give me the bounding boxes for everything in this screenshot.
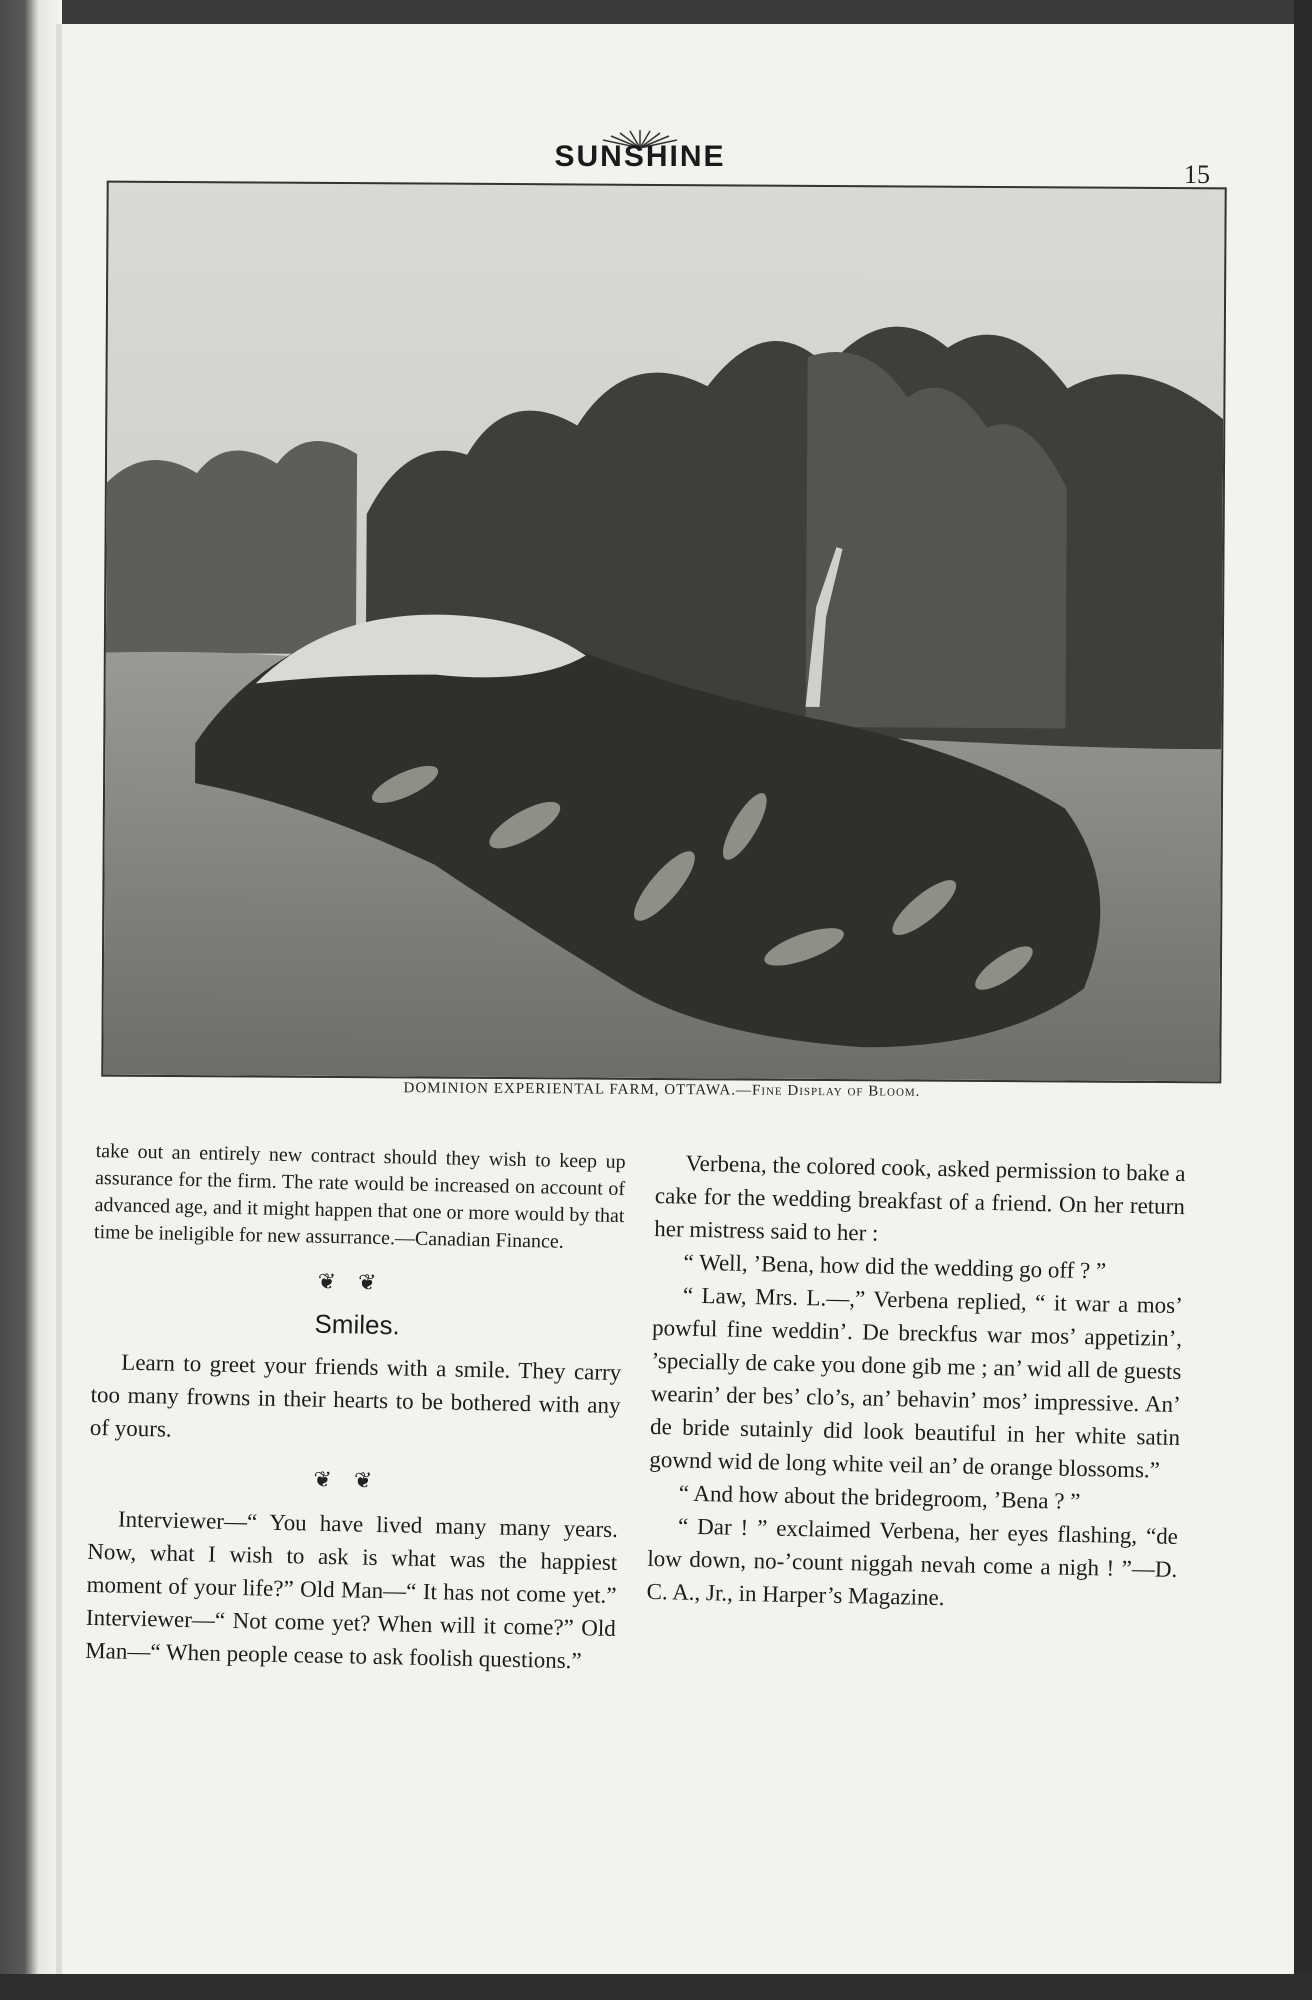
left-column bbox=[85, 1138, 626, 1678]
smiles-heading: Smiles. bbox=[314, 1308, 401, 1341]
masthead bbox=[505, 130, 775, 180]
ornament-divider: ❦❦ bbox=[313, 1466, 395, 1494]
garden-photo-icon bbox=[103, 183, 1224, 1082]
smiles-paragraph: Learn to greet your friends with a smile. They carry too many frowns in their hearts to be bothered with any of yours. bbox=[89, 1349, 622, 1442]
page-binding bbox=[0, 0, 62, 2000]
page-number: 15 bbox=[1184, 160, 1210, 189]
garden-photo bbox=[101, 181, 1226, 1084]
verbena-paragraph-4: “ And how about the bridegroom, ’Bena ? ” bbox=[678, 1480, 1081, 1514]
scan-edge-bottom bbox=[0, 1974, 1312, 2000]
verbena-paragraph-5: “ Dar ! ” exclaimed Verbena, her eyes flashing, “de low down, no-’count niggah nevah come a nigh ! ”—D. C. A., Jr., in Harper’s Magazine. bbox=[646, 1513, 1179, 1611]
ornament-divider: ❦❦ bbox=[317, 1268, 399, 1296]
right-column bbox=[646, 1146, 1186, 1619]
scan-edge-right bbox=[1294, 0, 1312, 2000]
verbena-paragraph-2: “ Well, ’Bena, how did the wedding go off ? ” bbox=[683, 1249, 1107, 1284]
interviewer-paragraph: Interviewer—“ You have lived many many years. Now, what I wish to ask is what was the happiest moment of your life?” Old Man—“ It has not come yet.” Interviewer—“ Not come yet? When will it come?” Old Man—“ When people cease to ask foolish questions.” bbox=[85, 1506, 619, 1674]
finance-continuation: take out an entirely new contract should they wish to keep up assurance for the firm. The rate would be increased on account of advanced age, and it might happen that one or more would by that time be ineligible for new assurrance.—Canadian Finance. bbox=[93, 1139, 626, 1253]
verbena-paragraph-1: Verbena, the colored cook, asked permission to bake a cake for the wedding breakfast of a friend. On her return her mistress said to her : bbox=[654, 1150, 1186, 1246]
verbena-paragraph-3: “ Law, Mrs. L.—,” Verbena replied, “ it war a mos’ powful fine weddin’. De breckfus war mos’ appetizin’, ’specially de cake you done gib me ; an’ wid all de guests wearin’ der bes’ clo’s, an’ behavin’ mos’ impressive. An’ de bride sutainly did look beautiful in her white satin gownd wid de long white veil an’ de orange blossoms.” bbox=[649, 1282, 1184, 1483]
caption-main: DOMINION EXPERIENTAL FARM, OTTAWA.— bbox=[403, 1080, 753, 1099]
caption-sub: Fine Display of Bloom. bbox=[751, 1082, 921, 1100]
masthead-title: SUNSHINE bbox=[554, 140, 726, 173]
